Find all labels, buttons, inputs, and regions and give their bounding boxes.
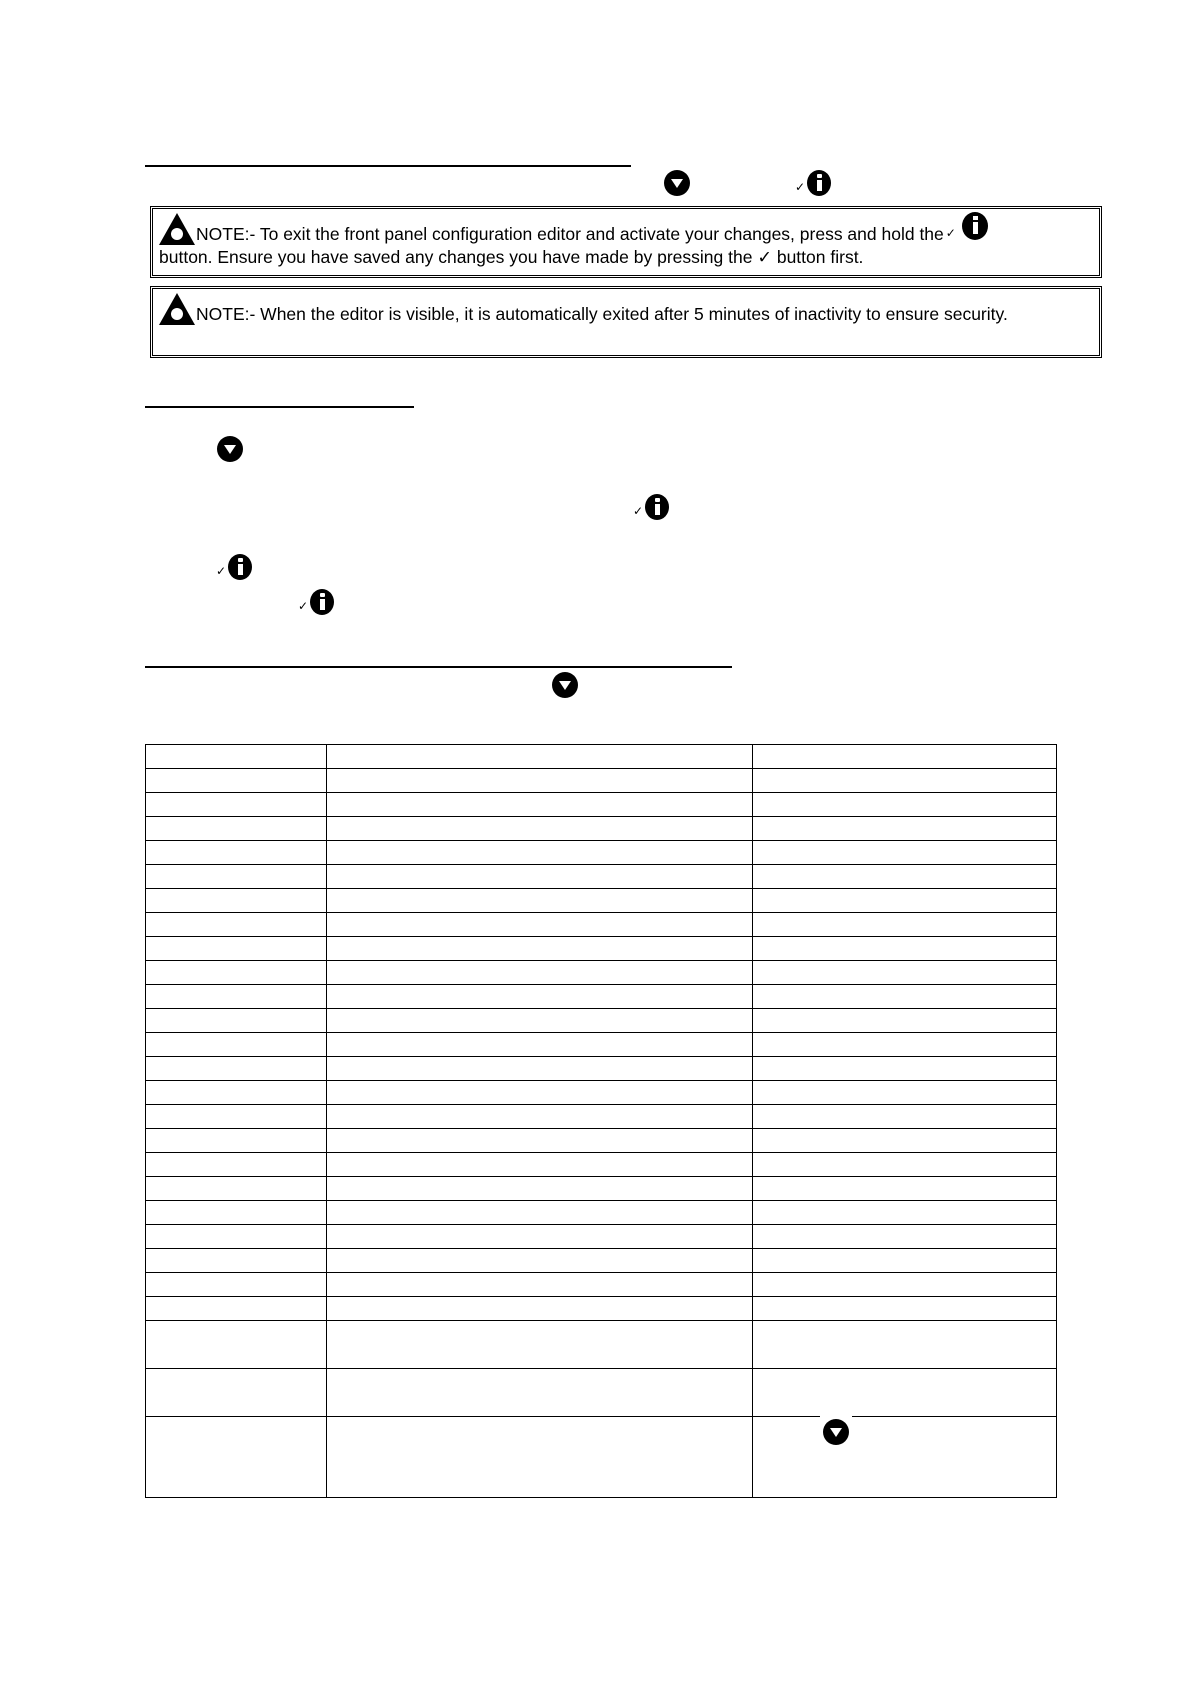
table-cell xyxy=(146,1033,327,1057)
tick-info-icon xyxy=(216,554,252,580)
table-cell xyxy=(753,889,1057,913)
down-arrow-icon xyxy=(664,170,690,196)
tick-info-icon xyxy=(795,170,831,196)
section-heading-underline-1 xyxy=(145,165,631,167)
note-text: button. Ensure you have saved any changes you have made by pressing the xyxy=(159,247,758,267)
table-cell xyxy=(146,817,327,841)
table-cell xyxy=(146,1129,327,1153)
table-cell xyxy=(753,1417,1057,1498)
tick-glyph: ✓ xyxy=(633,504,644,518)
table-cell xyxy=(326,1129,753,1153)
table-cell xyxy=(326,1081,753,1105)
table-cell xyxy=(146,913,327,937)
warning-icon xyxy=(159,293,195,325)
table-cell xyxy=(326,1177,753,1201)
table-row xyxy=(146,1033,1057,1057)
table-row xyxy=(146,1273,1057,1297)
table-cell xyxy=(146,1369,327,1417)
settings-table-body xyxy=(146,745,1057,1498)
table-cell xyxy=(146,1177,327,1201)
down-arrow-icon xyxy=(217,436,243,462)
table-cell xyxy=(146,1057,327,1081)
table-row xyxy=(146,889,1057,913)
table-cell xyxy=(753,1105,1057,1129)
table-cell xyxy=(753,913,1057,937)
table-cell xyxy=(326,865,753,889)
table-cell xyxy=(753,1009,1057,1033)
table-cell xyxy=(753,865,1057,889)
table-cell xyxy=(146,1249,327,1273)
section-heading-underline-3 xyxy=(145,666,732,668)
note-label: NOTE:- xyxy=(196,224,256,244)
table-cell xyxy=(753,745,1057,769)
table-cell xyxy=(326,1249,753,1273)
table-cell xyxy=(753,1369,1057,1417)
table-cell xyxy=(753,769,1057,793)
table-row xyxy=(146,745,1057,769)
table-cell xyxy=(326,1417,753,1498)
tick-glyph: ✓ xyxy=(795,180,806,194)
table-row xyxy=(146,1225,1057,1249)
table-cell xyxy=(753,1057,1057,1081)
table-cell xyxy=(753,961,1057,985)
table-cell xyxy=(326,1369,753,1417)
table-cell xyxy=(146,745,327,769)
table-cell xyxy=(146,769,327,793)
table-row xyxy=(146,1177,1057,1201)
table-cell xyxy=(146,985,327,1009)
tick-glyph: ✓ xyxy=(216,564,227,578)
table-row xyxy=(146,985,1057,1009)
table-cell xyxy=(753,1321,1057,1369)
table-row xyxy=(146,1369,1057,1417)
table-cell xyxy=(146,889,327,913)
table-cell xyxy=(326,1273,753,1297)
table-row xyxy=(146,1297,1057,1321)
note-text: When the editor is visible, it is automatically exited after 5 minutes of inactivity to ensure security. xyxy=(255,304,1008,324)
table-cell xyxy=(326,1009,753,1033)
table-row xyxy=(146,1417,1057,1498)
table-cell xyxy=(326,913,753,937)
table-row xyxy=(146,913,1057,937)
tick-info-icon xyxy=(633,494,669,520)
table-cell xyxy=(146,1081,327,1105)
table-cell xyxy=(753,1249,1057,1273)
table-cell xyxy=(326,1201,753,1225)
table-row xyxy=(146,817,1057,841)
table-cell xyxy=(146,1225,327,1249)
table-cell xyxy=(326,1321,753,1369)
table-cell xyxy=(753,793,1057,817)
note-label: NOTE:- xyxy=(196,304,256,324)
table-cell xyxy=(146,865,327,889)
tick-glyph: ✓ xyxy=(298,599,309,613)
check-glyph: ✓ xyxy=(757,248,772,268)
down-arrow-icon xyxy=(823,1419,849,1445)
table-cell xyxy=(753,817,1057,841)
settings-table xyxy=(145,744,1057,1498)
table-row xyxy=(146,793,1057,817)
table-cell xyxy=(326,745,753,769)
table-cell xyxy=(146,841,327,865)
warning-icon xyxy=(159,213,195,245)
note-exit-editor xyxy=(150,206,1102,278)
table-cell xyxy=(753,1081,1057,1105)
table-row xyxy=(146,1105,1057,1129)
table-cell xyxy=(146,793,327,817)
table-cell xyxy=(146,1009,327,1033)
table-cell xyxy=(326,817,753,841)
down-arrow-icon xyxy=(552,672,578,698)
table-row xyxy=(146,865,1057,889)
table-cell xyxy=(753,841,1057,865)
table-row xyxy=(146,1321,1057,1369)
tick-glyph: ✓ xyxy=(945,226,956,240)
table-cell xyxy=(326,1105,753,1129)
table-cell xyxy=(326,793,753,817)
table-cell xyxy=(326,1033,753,1057)
table-row xyxy=(146,769,1057,793)
table-row xyxy=(146,1249,1057,1273)
tick-info-icon xyxy=(298,589,334,615)
table-cell xyxy=(146,1273,327,1297)
section-heading-underline-2 xyxy=(145,406,414,408)
info-icon xyxy=(807,170,831,196)
table-cell xyxy=(146,1321,327,1369)
note-text: To exit the front panel configuration editor and activate your changes, press and hold the xyxy=(255,224,944,244)
table-cell xyxy=(753,1297,1057,1321)
table-row xyxy=(146,1153,1057,1177)
table-cell xyxy=(326,1153,753,1177)
info-icon xyxy=(645,494,669,520)
note-text: button first. xyxy=(771,247,864,267)
table-cell xyxy=(326,769,753,793)
table-cell xyxy=(753,1033,1057,1057)
table-row xyxy=(146,1201,1057,1225)
table-cell xyxy=(326,937,753,961)
table-cell xyxy=(753,1129,1057,1153)
table-cell xyxy=(753,1177,1057,1201)
table-cell xyxy=(753,1153,1057,1177)
table-cell xyxy=(146,961,327,985)
table-row xyxy=(146,937,1057,961)
table-cell xyxy=(753,1273,1057,1297)
table-cell xyxy=(753,1225,1057,1249)
table-row xyxy=(146,841,1057,865)
tick-info-icon xyxy=(944,218,988,244)
info-icon xyxy=(962,212,988,240)
table-cell xyxy=(146,1297,327,1321)
table-cell xyxy=(326,961,753,985)
table-row xyxy=(146,1057,1057,1081)
table-cell xyxy=(326,1057,753,1081)
table-cell xyxy=(146,1105,327,1129)
table-row xyxy=(146,1009,1057,1033)
table-cell xyxy=(326,1225,753,1249)
table-cell xyxy=(326,1297,753,1321)
table-cell xyxy=(753,985,1057,1009)
table-cell xyxy=(146,937,327,961)
table-cell xyxy=(753,937,1057,961)
table-cell xyxy=(146,1153,327,1177)
table-cell xyxy=(326,889,753,913)
table-row xyxy=(146,1129,1057,1153)
info-icon xyxy=(310,589,334,615)
table-cell xyxy=(146,1201,327,1225)
table-cell xyxy=(326,841,753,865)
info-icon xyxy=(228,554,252,580)
table-row xyxy=(146,1081,1057,1105)
note-auto-exit xyxy=(150,286,1102,358)
table-cell xyxy=(146,1417,327,1498)
table-cell xyxy=(753,1201,1057,1225)
table-row xyxy=(146,961,1057,985)
table-cell xyxy=(326,985,753,1009)
